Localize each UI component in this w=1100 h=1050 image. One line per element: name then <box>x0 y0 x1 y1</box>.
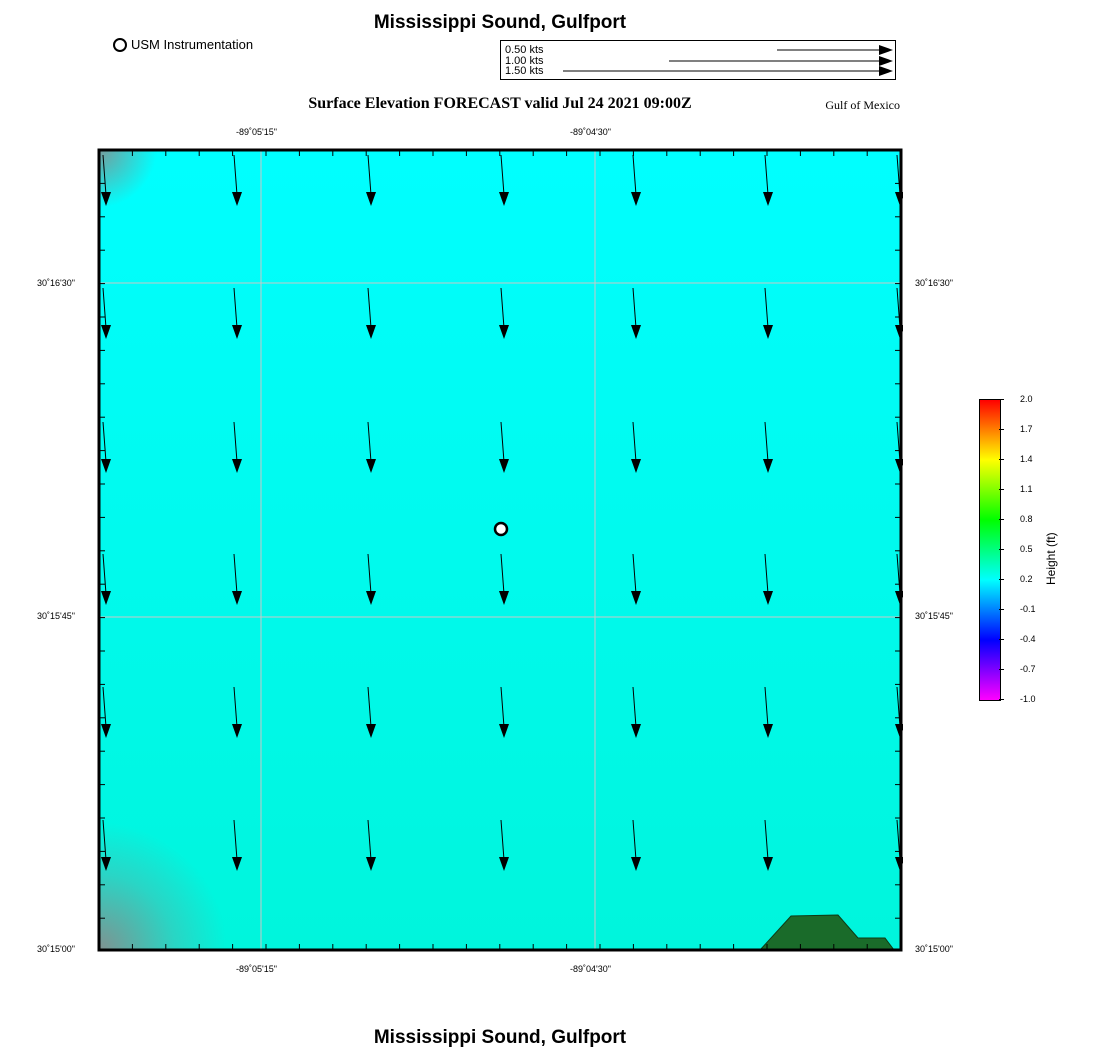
colorbar-tick <box>999 579 1004 580</box>
colorbar-tick-label: 1.1 <box>1020 484 1033 494</box>
colorbar-tick <box>999 669 1004 670</box>
colorbar-tick <box>999 459 1004 460</box>
y-tick-left-3: 30˚16'30" <box>37 278 75 288</box>
current-speed-legend <box>500 40 896 80</box>
region-label: Gulf of Mexico <box>825 98 900 112</box>
speed-label-0: 0.50 kts <box>505 44 544 56</box>
colorbar-tick <box>999 519 1004 520</box>
colorbar-tick-label: 0.2 <box>1020 574 1033 584</box>
y-tick-right-1: 30˚15'00" <box>915 944 953 954</box>
colorbar-tick <box>999 549 1004 550</box>
x-tick-top-1: -89˚05'15" <box>236 127 277 137</box>
footer-title: Mississippi Sound, Gulfport <box>373 1027 627 1048</box>
colorbar-tick-label: 1.7 <box>1020 424 1033 434</box>
speed-label-2: 1.50 kts <box>505 65 544 77</box>
colorbar-tick-label: 1.4 <box>1020 454 1033 464</box>
colorbar-tick <box>999 429 1004 430</box>
colorbar-tick <box>999 699 1004 700</box>
colorbar-tick-label: -1.0 <box>1020 694 1036 704</box>
colorbar-tick <box>999 399 1004 400</box>
colorbar-tick <box>999 489 1004 490</box>
map-title: Mississippi Sound, Gulfport <box>373 12 627 33</box>
station-legend <box>113 37 253 52</box>
colorbar-tick-label: 0.5 <box>1020 544 1033 554</box>
map-canvas[interactable] <box>97 148 903 952</box>
colorbar-tick-label: -0.7 <box>1020 664 1036 674</box>
colorbar-tick <box>999 609 1004 610</box>
colorbar-tick-label: -0.1 <box>1020 604 1036 614</box>
usm-station-marker[interactable] <box>495 523 507 535</box>
speed-label-1: 1.00 kts <box>505 55 544 67</box>
station-legend-label: USM Instrumentation <box>131 37 254 52</box>
y-tick-right-2: 30˚15'45" <box>915 611 953 621</box>
speed-arrows <box>501 41 895 79</box>
forecast-subtitle: Surface Elevation FORECAST valid Jul 24 2021 09:00Z <box>308 95 692 112</box>
height-colorbar <box>979 399 1001 701</box>
y-tick-left-1: 30˚15'00" <box>37 944 75 954</box>
x-tick-bottom-2: -89˚04'30" <box>570 964 611 974</box>
x-tick-top-2: -89˚04'30" <box>570 127 611 137</box>
colorbar-tick-label: -0.4 <box>1020 634 1036 644</box>
colorbar-title: Height (ft) <box>1044 532 1058 585</box>
colorbar-tick <box>999 639 1004 640</box>
x-tick-bottom-1: -89˚05'15" <box>236 964 277 974</box>
y-tick-left-2: 30˚15'45" <box>37 611 75 621</box>
station-marker-icon <box>113 38 127 52</box>
colorbar-tick-label: 2.0 <box>1020 394 1033 404</box>
shallow-shading-bl <box>99 150 901 950</box>
colorbar-tick-label: 0.8 <box>1020 514 1033 524</box>
y-tick-right-3: 30˚16'30" <box>915 278 953 288</box>
